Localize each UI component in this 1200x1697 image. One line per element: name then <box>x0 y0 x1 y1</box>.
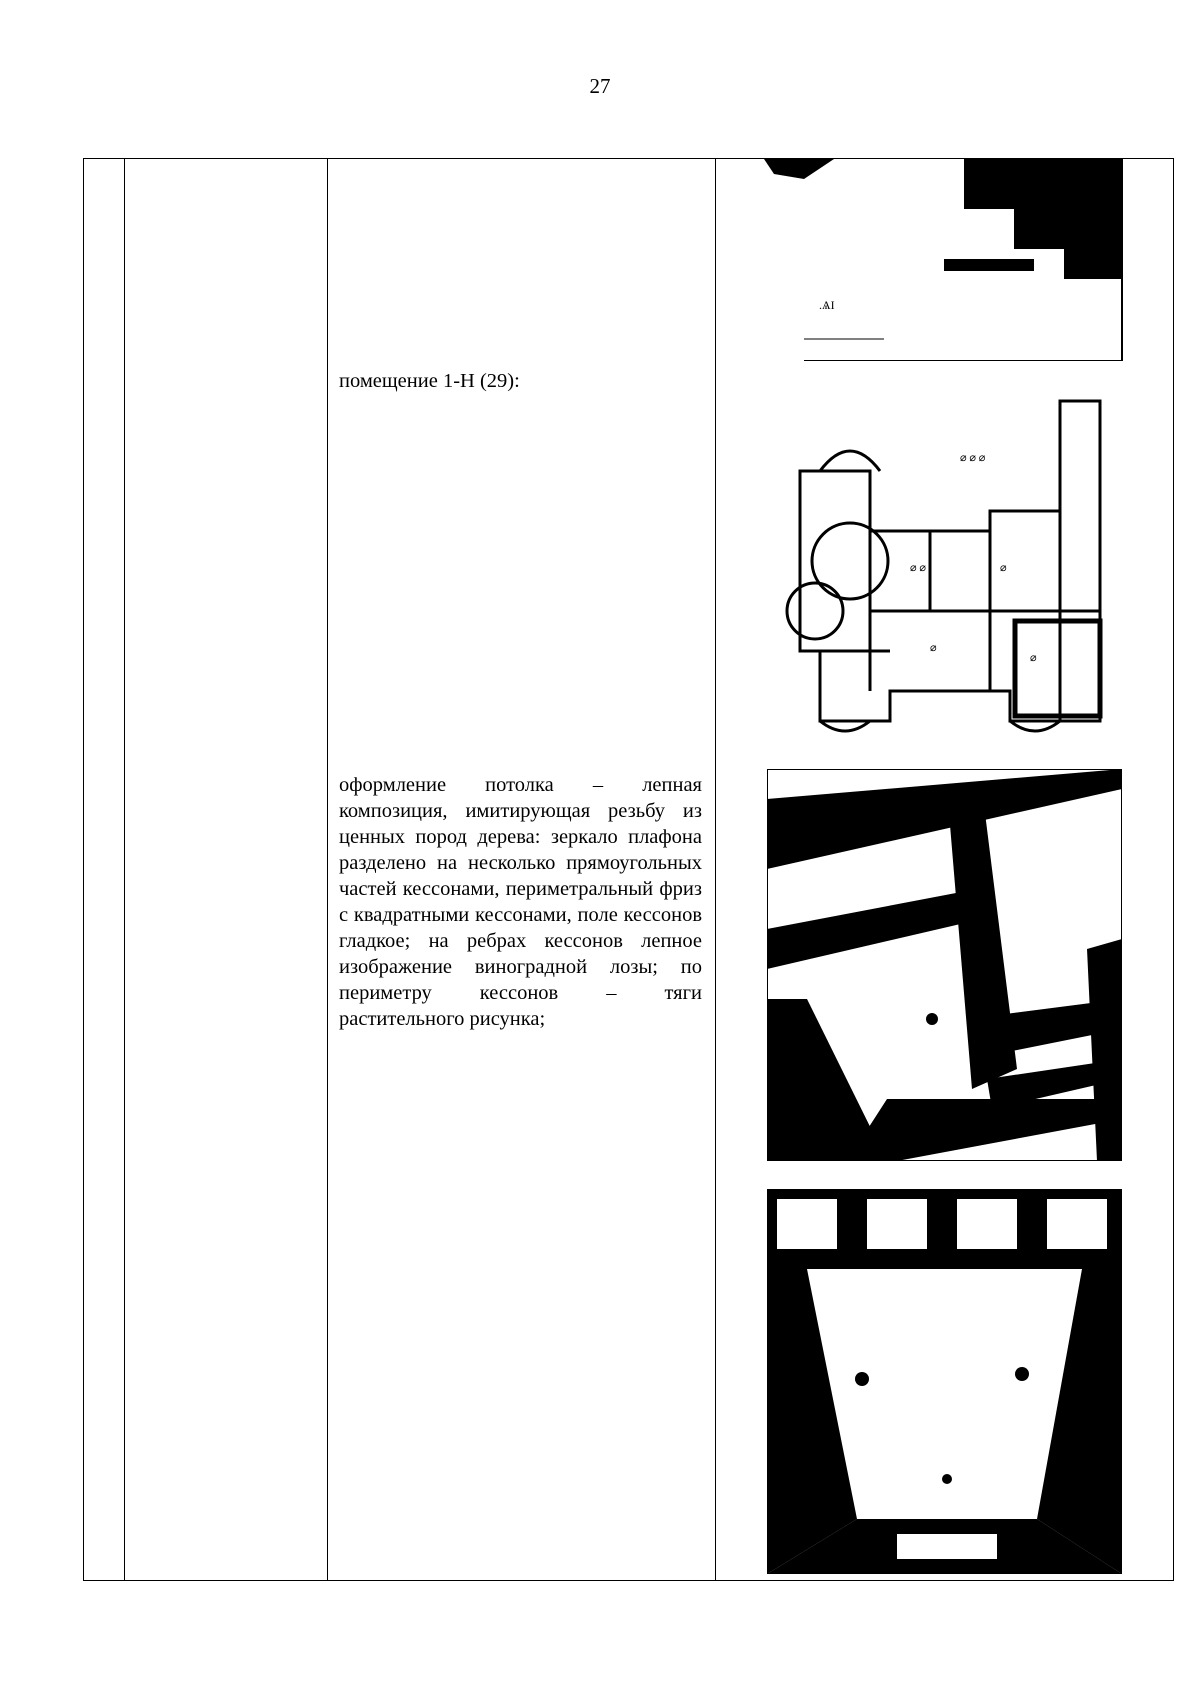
ceiling-description: оформление потолка – лепная композиция, имитирующая резьбу из ценных пород дерева: зеркало плафона разделено на несколько прямоугольных частей кессонами, периметральный фриз с квадратными кессонами, поле кессонов гладкое; на ребрах кессонов лепное изображение виноградной лозы; по периметру кессонов – тяги растительного рисунка; <box>339 774 702 1030</box>
ceiling-photo-2 <box>767 1189 1122 1574</box>
facade-fragment-photo <box>764 159 1123 361</box>
floor-plan-drawing <box>760 391 1122 744</box>
svg-text:.ѦӀ: .ѦӀ <box>819 298 835 312</box>
svg-text:⌀: ⌀ <box>930 642 937 654</box>
room-label: помещение 1-Н (29): <box>339 370 520 392</box>
column-divider-3 <box>715 159 716 1580</box>
svg-text:⌀ ⌀ ⌀: ⌀ ⌀ ⌀ <box>960 452 986 464</box>
svg-text:⌀: ⌀ <box>1030 652 1037 664</box>
ceiling-photo-1 <box>767 769 1122 1161</box>
svg-text:⌀: ⌀ <box>1000 562 1007 574</box>
svg-text:⌀ ⌀: ⌀ ⌀ <box>910 562 926 574</box>
page-number: 27 <box>589 74 611 98</box>
column-divider-1 <box>124 159 125 1580</box>
column-divider-2 <box>327 159 328 1580</box>
document-table <box>83 158 1174 1581</box>
